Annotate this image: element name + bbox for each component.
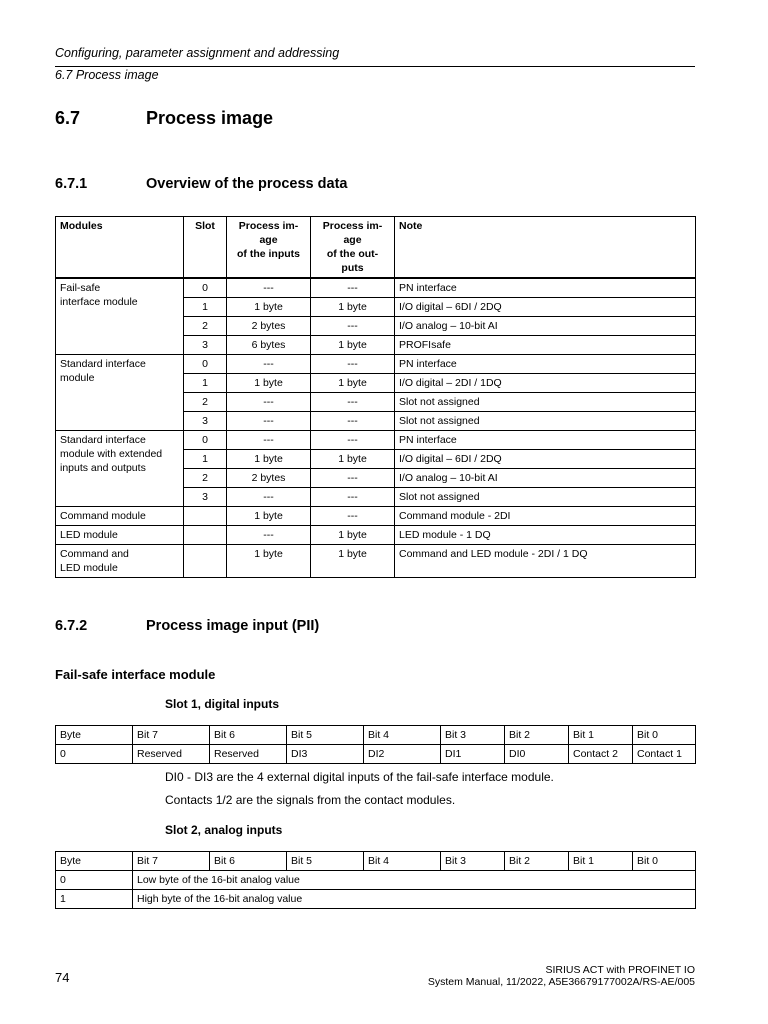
table-cell: 1 byte	[311, 526, 395, 545]
table-cell: ---	[311, 393, 395, 412]
module-cell: Standard interface module	[56, 355, 184, 431]
table-cell: 1 byte	[311, 545, 395, 578]
table-cell: ---	[227, 488, 311, 507]
table-cell: ---	[227, 393, 311, 412]
table-row	[56, 431, 696, 450]
header-cell: Bit 3	[441, 852, 505, 871]
table-cell: ---	[227, 526, 311, 545]
table-cell: DI2	[364, 745, 441, 764]
table-cell: 1 byte	[227, 374, 311, 393]
module-cell: Command module	[56, 507, 184, 526]
table-cell: Command module - 2DI	[395, 507, 696, 526]
table-cell: 1	[184, 450, 227, 469]
table-cell: PN interface	[395, 355, 696, 374]
table-cell: Reserved	[210, 745, 287, 764]
subsection-title: Process image input (PII)	[146, 618, 320, 634]
footer-manual-info: System Manual, 11/2022, A5E36679177002A/RS-AE/005	[427, 976, 695, 988]
table-body	[56, 278, 696, 578]
table-cell: ---	[311, 278, 395, 298]
header-cell: Bit 1	[569, 852, 633, 871]
table-row	[56, 871, 696, 890]
module-cell: Command and LED module	[56, 545, 184, 578]
table-cell: 1	[184, 298, 227, 317]
table-cell: DI0	[505, 745, 569, 764]
subsection-title: Overview of the process data	[146, 176, 348, 192]
table-cell	[184, 526, 227, 545]
table-cell: High byte of the 16-bit analog value	[133, 890, 696, 909]
table-cell: ---	[227, 412, 311, 431]
table-cell: Slot not assigned	[395, 488, 696, 507]
table-cell: Contact 1	[633, 745, 696, 764]
header-cell: Bit 6	[210, 726, 287, 745]
section-title: Process image	[146, 108, 274, 128]
header-cell: Bit 4	[364, 852, 441, 871]
header-cell: Bit 0	[633, 852, 696, 871]
section-number: 6.7	[55, 108, 81, 128]
table-cell: ---	[227, 355, 311, 374]
table-cell: I/O digital – 6DI / 2DQ	[395, 298, 696, 317]
table-row	[56, 507, 696, 526]
table-cell: 0	[56, 745, 133, 764]
slot2-heading: Slot 2, analog inputs	[165, 823, 283, 837]
column-header: Modules	[60, 220, 103, 232]
subsection-number: 6.7.2	[55, 618, 88, 634]
footer-product: SIRIUS ACT with PROFINET IO	[545, 964, 695, 976]
table-cell: 1 byte	[227, 450, 311, 469]
header-cell	[395, 217, 696, 279]
running-header-section: 6.7 Process image	[55, 68, 159, 82]
table-cell: 3	[184, 488, 227, 507]
table-cell: 1 byte	[227, 507, 311, 526]
table-row	[56, 355, 696, 374]
header-cell	[56, 217, 184, 279]
table-cell: 1 byte	[311, 374, 395, 393]
table-cell: ---	[311, 488, 395, 507]
table-cell: 2 bytes	[227, 469, 311, 488]
header-cell: Bit 5	[287, 726, 364, 745]
table-cell: ---	[311, 507, 395, 526]
table-cell: I/O analog – 10-bit AI	[395, 469, 696, 488]
module-heading: Fail-safe interface module	[55, 667, 216, 682]
table-cell: ---	[311, 317, 395, 336]
header-cell	[184, 217, 227, 279]
header-cell: Bit 2	[505, 852, 569, 871]
table-cell	[184, 545, 227, 578]
header-cell	[311, 217, 395, 279]
column-header: Slot	[195, 220, 215, 232]
table-cell: 3	[184, 412, 227, 431]
table-cell: 1 byte	[227, 545, 311, 578]
module-cell: Fail-safe interface module	[56, 278, 184, 355]
header-cell: Bit 5	[287, 852, 364, 871]
table-header-row	[56, 726, 696, 745]
table-cell: Command and LED module - 2DI / 1 DQ	[395, 545, 696, 578]
table-cell: ---	[227, 278, 311, 298]
header-cell: Bit 7	[133, 852, 210, 871]
slot1-note-contacts: Contacts 1/2 are the signals from the contact modules.	[165, 793, 456, 807]
table-cell: 6 bytes	[227, 336, 311, 355]
header-cell: Bit 0	[633, 726, 696, 745]
table-row	[56, 278, 696, 298]
table-cell: 2	[184, 393, 227, 412]
process-data-overview-table	[55, 216, 696, 578]
module-cell: LED module	[56, 526, 184, 545]
table-cell: I/O digital – 2DI / 1DQ	[395, 374, 696, 393]
table-cell: ---	[311, 412, 395, 431]
table-cell: ---	[311, 355, 395, 374]
table-cell: ---	[311, 469, 395, 488]
table-cell: 1 byte	[311, 336, 395, 355]
subsection-number: 6.7.1	[55, 176, 88, 192]
column-header: Process im- age of the out- puts	[322, 220, 383, 274]
table-cell: 1	[184, 374, 227, 393]
slot1-heading: Slot 1, digital inputs	[165, 697, 279, 711]
page-number: 74	[55, 970, 70, 985]
table-cell: DI3	[287, 745, 364, 764]
table-cell: Reserved	[133, 745, 210, 764]
header-cell: Bit 7	[133, 726, 210, 745]
table-row	[56, 545, 696, 578]
header-cell: Bit 4	[364, 726, 441, 745]
table-cell: DI1	[441, 745, 505, 764]
table-cell: I/O analog – 10-bit AI	[395, 317, 696, 336]
header-cell: Bit 3	[441, 726, 505, 745]
header-cell: Byte	[56, 852, 133, 871]
table-cell: 2 bytes	[227, 317, 311, 336]
table-cell: Slot not assigned	[395, 393, 696, 412]
table-header-row	[56, 217, 696, 279]
table-cell: I/O digital – 6DI / 2DQ	[395, 450, 696, 469]
table-row	[56, 745, 696, 764]
table-cell: 0	[184, 355, 227, 374]
table-cell: LED module - 1 DQ	[395, 526, 696, 545]
running-header-chapter: Configuring, parameter assignment and addressing	[55, 46, 340, 60]
table-row	[56, 526, 696, 545]
table-cell: Contact 2	[569, 745, 633, 764]
column-header: Process im- age of the inputs	[237, 220, 300, 260]
slot1-digital-inputs-table	[55, 725, 696, 764]
header-cell: Bit 6	[210, 852, 287, 871]
table-cell: PROFIsafe	[395, 336, 696, 355]
header-rule	[55, 66, 695, 67]
table-cell: 1 byte	[311, 450, 395, 469]
table-cell: 0	[184, 431, 227, 450]
table-header-row	[56, 852, 696, 871]
table-cell: ---	[227, 431, 311, 450]
table-cell: 2	[184, 469, 227, 488]
table-cell	[184, 507, 227, 526]
slot1-note-inputs: DI0 - DI3 are the 4 external digital inputs of the fail-safe interface module.	[165, 770, 554, 784]
table-cell: 0	[184, 278, 227, 298]
table-cell: PN interface	[395, 431, 696, 450]
table-cell: Low byte of the 16-bit analog value	[133, 871, 696, 890]
table-cell: ---	[311, 431, 395, 450]
table-cell: 1 byte	[311, 298, 395, 317]
header-cell: Byte	[56, 726, 133, 745]
slot2-analog-inputs-table	[55, 851, 696, 909]
table-cell: 1	[56, 890, 133, 909]
module-cell: Standard interface module with extended inputs and outputs	[56, 431, 184, 507]
table-cell: 1 byte	[227, 298, 311, 317]
column-header: Note	[399, 220, 423, 232]
table-row	[56, 890, 696, 909]
table-cell: PN interface	[395, 278, 696, 298]
header-cell: Bit 1	[569, 726, 633, 745]
table-cell: 2	[184, 317, 227, 336]
header-cell: Bit 2	[505, 726, 569, 745]
table-cell: Slot not assigned	[395, 412, 696, 431]
table-cell: 0	[56, 871, 133, 890]
table-cell: 3	[184, 336, 227, 355]
header-cell	[227, 217, 311, 279]
